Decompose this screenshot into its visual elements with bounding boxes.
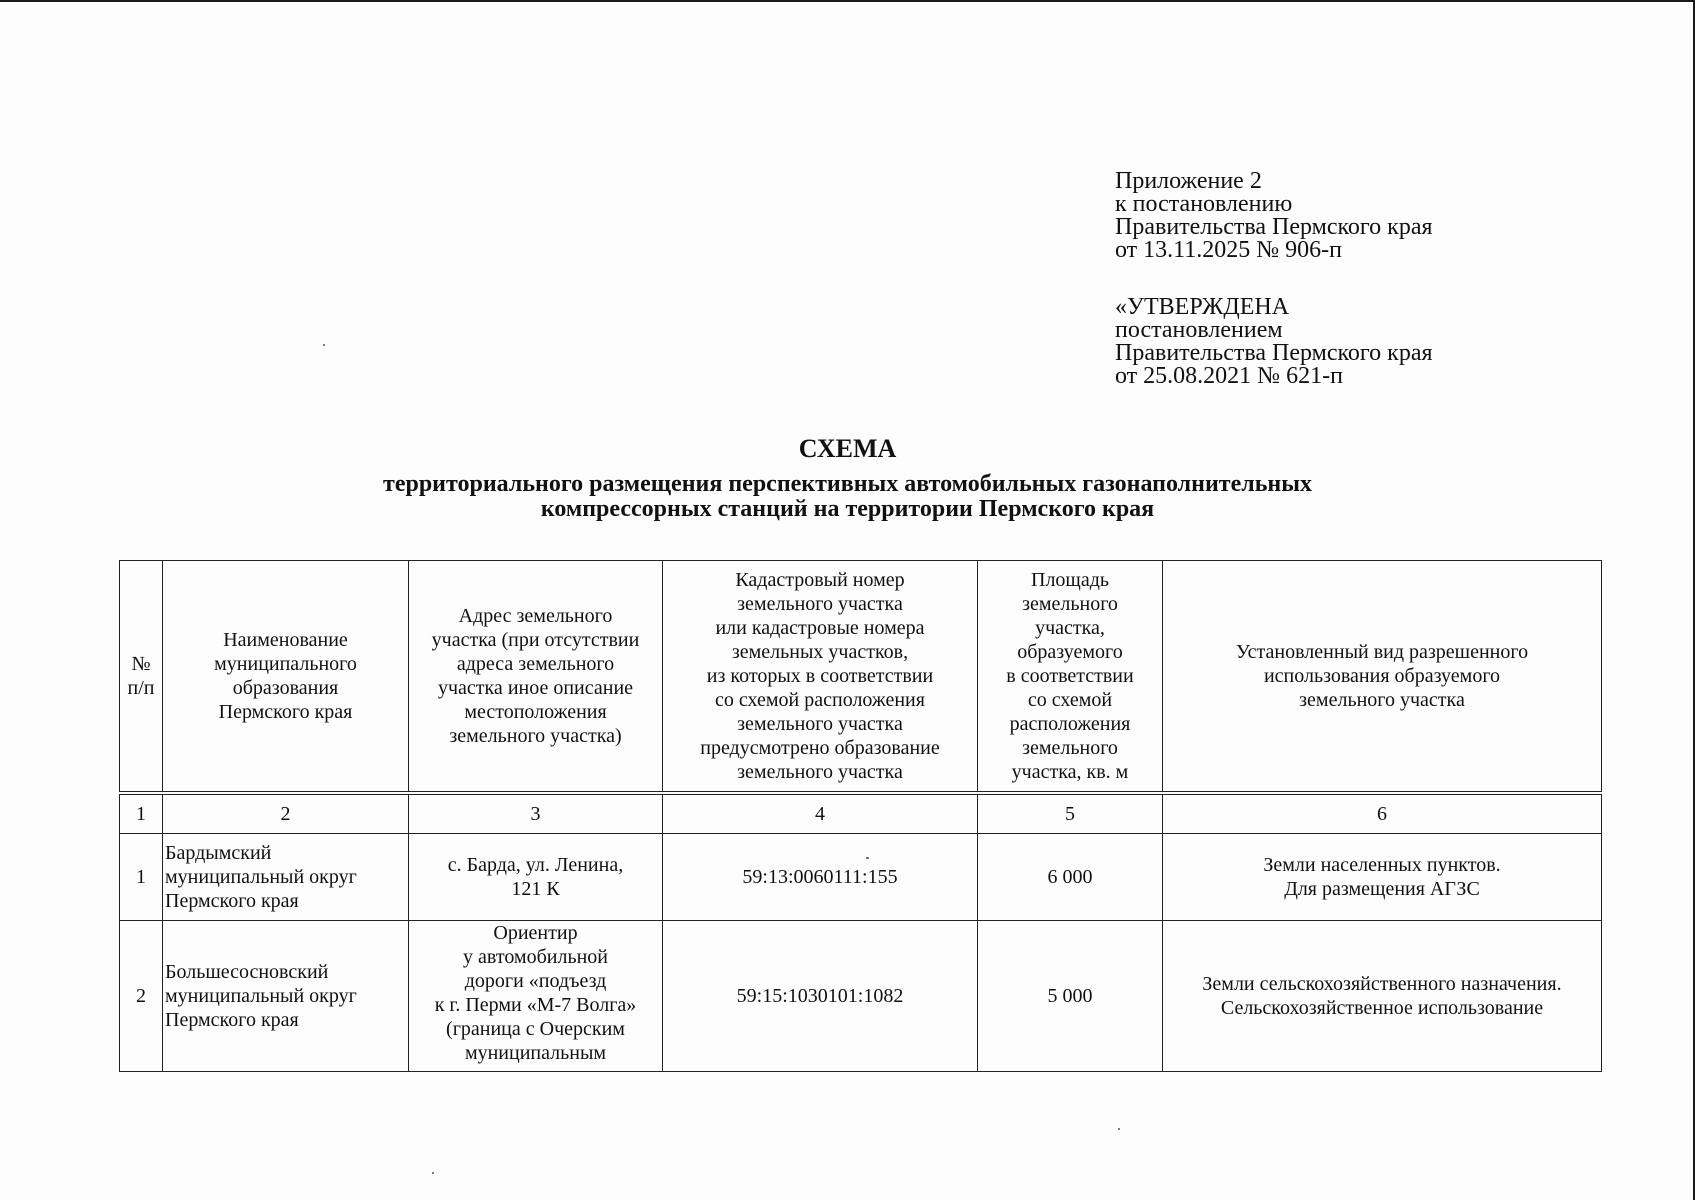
column-number: 4 <box>663 793 978 834</box>
approved-line: Правительства Пермского края <box>1115 340 1433 366</box>
document-subtitle <box>0 472 1695 522</box>
column-number: 2 <box>163 793 409 834</box>
scan-edge-top <box>0 0 1695 2</box>
scan-speck <box>432 1172 434 1174</box>
row-area: 6 000 <box>978 834 1163 921</box>
row-number: 1 <box>120 834 163 921</box>
scan-speck <box>866 857 869 859</box>
appendix-line: от 13.11.2025 № 906-п <box>1115 237 1343 263</box>
column-number: 6 <box>1163 793 1602 834</box>
table-header-row <box>120 561 1602 794</box>
appendix-line: к постановлению <box>1115 191 1293 217</box>
column-header-address: Адрес земельного участка (при отсутствии адреса земельного участка иное описание местоположения земельного участка) <box>409 561 663 794</box>
column-header-municipality: Наименование муниципального образования Пермского края <box>163 561 409 794</box>
row-municipality: Бардымский муниципальный округ Пермского края <box>163 834 409 921</box>
scan-speck <box>1118 1128 1120 1130</box>
appendix-header <box>1115 170 1535 388</box>
approved-line: постановлением <box>1115 317 1283 343</box>
row-number: 2 <box>120 921 163 1072</box>
approved-line: «УТВЕРЖДЕНА <box>1115 294 1290 320</box>
subtitle-line-1: территориального размещения перспективных автомобильных газонаполнительных <box>383 471 1312 497</box>
row-area: 5 000 <box>978 921 1163 1072</box>
column-header-number: № п/п <box>120 561 163 794</box>
column-number-row <box>120 793 1602 834</box>
scan-speck <box>323 344 325 346</box>
scheme-table <box>119 560 1602 1072</box>
subtitle-line-2: компрессорных станций на территории Пермского края <box>540 496 1155 522</box>
header-gap <box>1115 262 1535 296</box>
row-cadastral: 59:13:0060111:155 <box>663 834 978 921</box>
column-number: 5 <box>978 793 1163 834</box>
row-address: с. Барда, ул. Ленина, 121 К <box>409 834 663 921</box>
table-row <box>120 834 1602 921</box>
column-header-usage: Установленный вид разрешенного использования образуемого земельного участка <box>1163 561 1602 794</box>
row-municipality: Большесосновский муниципальный округ Пермского края <box>163 921 409 1072</box>
column-number: 1 <box>120 793 163 834</box>
row-address: Ориентир у автомобильной дороги «подъезд к г. Перми «М-7 Волга» (граница с Очерским муниципальным <box>409 921 663 1072</box>
column-header-cadastral: Кадастровый номер земельного участка или кадастровые номера земельных участков, из которых в соответствии со схемой расположения земельного участка предусмотрено образование земельного участка <box>663 561 978 794</box>
appendix-line: Приложение 2 <box>1115 168 1262 194</box>
column-number: 3 <box>409 793 663 834</box>
approved-line: от 25.08.2021 № 621-п <box>1115 363 1343 389</box>
row-cadastral: 59:15:1030101:1082 <box>663 921 978 1072</box>
column-header-area: Площадь земельного участка, образуемого в соответствии со схемой расположения земельного участка, кв. м <box>978 561 1163 794</box>
row-usage: Земли населенных пунктов. Для размещения АГЗС <box>1163 834 1602 921</box>
row-usage: Земли сельскохозяйственного назначения. Сельскохозяйственное использование <box>1163 921 1602 1072</box>
table-row <box>120 921 1602 1072</box>
appendix-line: Правительства Пермского края <box>1115 214 1433 240</box>
document-title: СХЕМА <box>798 434 897 463</box>
